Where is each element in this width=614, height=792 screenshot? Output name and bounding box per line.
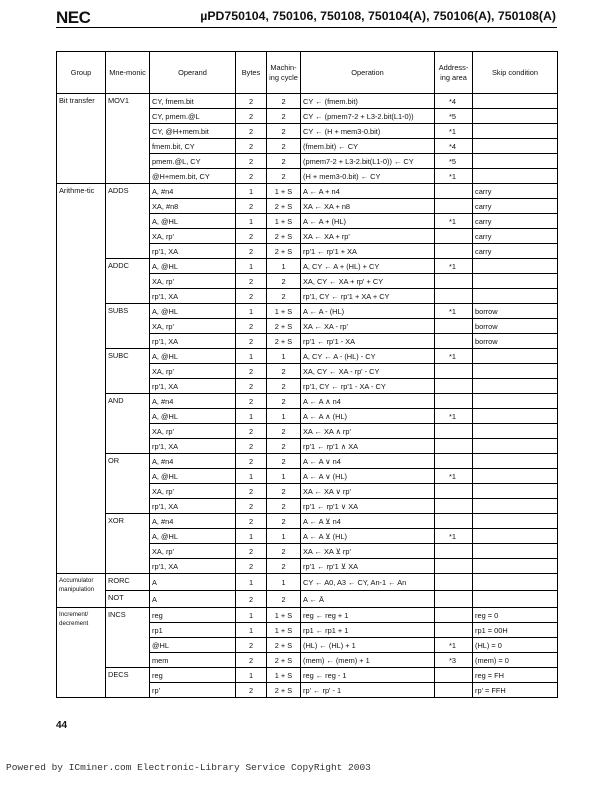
cycle-cell: 2 <box>267 499 301 514</box>
skip-cell <box>473 94 558 109</box>
addr-cell: *1 <box>435 638 473 653</box>
bytes-cell: 2 <box>236 109 267 124</box>
col-header: Operand <box>150 52 236 94</box>
operation-cell: XA ← XA - rp' <box>301 319 435 334</box>
operation-cell: A ← A ∨ (HL) <box>301 469 435 484</box>
addr-cell <box>435 623 473 638</box>
operand-cell: A, @HL <box>150 409 236 424</box>
operand-cell: rp'1, XA <box>150 244 236 259</box>
operand-cell: rp'1, XA <box>150 439 236 454</box>
operand-cell: pmem.@L, CY <box>150 154 236 169</box>
skip-cell <box>473 379 558 394</box>
cycle-cell: 1 + S <box>267 214 301 229</box>
bytes-cell: 2 <box>236 154 267 169</box>
mnemonic-cell: NOT <box>106 591 150 608</box>
skip-cell <box>473 591 558 608</box>
cycle-cell: 2 + S <box>267 244 301 259</box>
bytes-cell: 1 <box>236 469 267 484</box>
operand-cell: @H+mem.bit, CY <box>150 169 236 184</box>
document-title: µPD750104, 750106, 750108, 750104(A), 750106(A), 750108(A) <box>200 9 556 23</box>
cycle-cell: 2 <box>267 591 301 608</box>
bytes-cell: 1 <box>236 304 267 319</box>
operation-cell: rp'1 ← rp'1 + XA <box>301 244 435 259</box>
addr-cell: *1 <box>435 469 473 484</box>
addr-cell: *5 <box>435 154 473 169</box>
skip-cell: (HL) = 0 <box>473 638 558 653</box>
group-cell: Bit transfer <box>57 94 106 184</box>
bytes-cell: 2 <box>236 514 267 529</box>
cycle-cell: 1 <box>267 409 301 424</box>
operation-cell: XA ← XA + rp' <box>301 229 435 244</box>
table-body <box>57 94 558 698</box>
operand-cell: rp'1, XA <box>150 379 236 394</box>
bytes-cell: 2 <box>236 244 267 259</box>
col-header: Skip condition <box>473 52 558 94</box>
operation-cell: A ← A + n4 <box>301 184 435 199</box>
skip-cell <box>473 349 558 364</box>
mnemonic-cell: SUBC <box>106 349 150 394</box>
cycle-cell: 2 <box>267 169 301 184</box>
operation-cell: rp'1 ← rp'1 - XA <box>301 334 435 349</box>
col-header: Machin-ing cycle <box>267 52 301 94</box>
skip-cell <box>473 559 558 574</box>
skip-cell <box>473 259 558 274</box>
bytes-cell: 2 <box>236 94 267 109</box>
mnemonic-cell: DECS <box>106 668 150 698</box>
skip-cell: rp1 = 00H <box>473 623 558 638</box>
table-row <box>57 94 558 109</box>
skip-cell <box>473 544 558 559</box>
addr-cell <box>435 683 473 698</box>
operand-cell: reg <box>150 608 236 623</box>
skip-cell: carry <box>473 214 558 229</box>
cycle-cell: 2 + S <box>267 683 301 698</box>
bytes-cell: 2 <box>236 638 267 653</box>
table-row <box>57 668 558 683</box>
addr-cell <box>435 608 473 623</box>
bytes-cell: 2 <box>236 439 267 454</box>
bytes-cell: 1 <box>236 184 267 199</box>
col-header: Operation <box>301 52 435 94</box>
operand-cell: fmem.bit, CY <box>150 139 236 154</box>
skip-cell <box>473 139 558 154</box>
addr-cell: *4 <box>435 94 473 109</box>
operation-cell: CY ← A0, A3 ← CY, An-1 ← An <box>301 574 435 591</box>
cycle-cell: 1 + S <box>267 184 301 199</box>
bytes-cell: 2 <box>236 544 267 559</box>
cycle-cell: 2 + S <box>267 653 301 668</box>
addr-cell <box>435 319 473 334</box>
table-row <box>57 259 558 274</box>
operation-cell: rp'1 ← rp'1 ∧ XA <box>301 439 435 454</box>
col-header: Bytes <box>236 52 267 94</box>
table-row <box>57 304 558 319</box>
skip-cell <box>473 499 558 514</box>
addr-cell <box>435 484 473 499</box>
bytes-cell: 2 <box>236 683 267 698</box>
operation-cell: XA ← XA + n8 <box>301 199 435 214</box>
operation-cell: reg ← reg - 1 <box>301 668 435 683</box>
operation-cell: A, CY ← A - (HL) - CY <box>301 349 435 364</box>
addr-cell: *1 <box>435 214 473 229</box>
bytes-cell: 2 <box>236 653 267 668</box>
skip-cell <box>473 109 558 124</box>
cycle-cell: 2 + S <box>267 229 301 244</box>
cycle-cell: 2 + S <box>267 319 301 334</box>
operand-cell: A, #n4 <box>150 184 236 199</box>
bytes-cell: 2 <box>236 484 267 499</box>
skip-cell: carry <box>473 184 558 199</box>
operation-cell: A ← A - (HL) <box>301 304 435 319</box>
cycle-cell: 2 <box>267 139 301 154</box>
cycle-cell: 1 + S <box>267 668 301 683</box>
operation-cell: CY ← (pmem7-2 + L3-2.bit(L1-0)) <box>301 109 435 124</box>
group-cell: Arithme-tic <box>57 184 106 574</box>
skip-cell: carry <box>473 244 558 259</box>
addr-cell <box>435 334 473 349</box>
operation-cell: (mem) ← (mem) + 1 <box>301 653 435 668</box>
addr-cell <box>435 274 473 289</box>
cycle-cell: 2 <box>267 364 301 379</box>
addr-cell <box>435 364 473 379</box>
operation-cell: A ← A ∨ n4 <box>301 454 435 469</box>
operation-cell: A ← Ā <box>301 591 435 608</box>
skip-cell <box>473 154 558 169</box>
mnemonic-cell: OR <box>106 454 150 514</box>
table-row <box>57 349 558 364</box>
operation-cell: A ← A ∧ (HL) <box>301 409 435 424</box>
operand-cell: XA, rp' <box>150 544 236 559</box>
skip-cell <box>473 424 558 439</box>
col-header: Mne-monic <box>106 52 150 94</box>
mnemonic-cell: MOV1 <box>106 94 150 184</box>
bytes-cell: 2 <box>236 591 267 608</box>
operand-cell: XA, rp' <box>150 274 236 289</box>
cycle-cell: 1 <box>267 469 301 484</box>
bytes-cell: 2 <box>236 424 267 439</box>
operand-cell: @HL <box>150 638 236 653</box>
skip-cell <box>473 289 558 304</box>
bytes-cell: 2 <box>236 199 267 214</box>
operand-cell: A, @HL <box>150 259 236 274</box>
operand-cell: reg <box>150 668 236 683</box>
operand-cell: XA, rp' <box>150 229 236 244</box>
col-header: Group <box>57 52 106 94</box>
operation-cell: XA, CY ← XA - rp' - CY <box>301 364 435 379</box>
addr-cell: *1 <box>435 124 473 139</box>
operation-cell: (fmem.bit) ← CY <box>301 139 435 154</box>
table-row <box>57 591 558 608</box>
operation-cell: rp'1, CY ← rp'1 - XA - CY <box>301 379 435 394</box>
skip-cell <box>473 574 558 591</box>
header-rule <box>56 27 557 28</box>
operand-cell: rp'1, XA <box>150 334 236 349</box>
operation-cell: reg ← reg + 1 <box>301 608 435 623</box>
operand-cell: CY, fmem.bit <box>150 94 236 109</box>
skip-cell <box>473 274 558 289</box>
addr-cell <box>435 514 473 529</box>
cycle-cell: 2 <box>267 544 301 559</box>
table-row <box>57 454 558 469</box>
bytes-cell: 2 <box>236 229 267 244</box>
bytes-cell: 1 <box>236 529 267 544</box>
operand-cell: XA, rp' <box>150 424 236 439</box>
operand-cell: A <box>150 591 236 608</box>
skip-cell <box>473 364 558 379</box>
bytes-cell: 2 <box>236 559 267 574</box>
bytes-cell: 2 <box>236 289 267 304</box>
bytes-cell: 1 <box>236 608 267 623</box>
mnemonic-cell: AND <box>106 394 150 454</box>
cycle-cell: 1 + S <box>267 304 301 319</box>
addr-cell <box>435 244 473 259</box>
cycle-cell: 2 <box>267 124 301 139</box>
skip-cell <box>473 124 558 139</box>
operand-cell: A, @HL <box>150 349 236 364</box>
operation-cell: A, CY ← A + (HL) + CY <box>301 259 435 274</box>
table-row <box>57 608 558 623</box>
addr-cell <box>435 229 473 244</box>
cycle-cell: 1 <box>267 349 301 364</box>
addr-cell <box>435 379 473 394</box>
operand-cell: A <box>150 574 236 591</box>
cycle-cell: 2 + S <box>267 334 301 349</box>
addr-cell <box>435 454 473 469</box>
skip-cell <box>473 469 558 484</box>
bytes-cell: 2 <box>236 319 267 334</box>
operation-cell: rp'1 ← rp'1 ∨ XA <box>301 499 435 514</box>
footer-text: Powered by ICminer.com Electronic-Library Service CopyRight 2003 <box>6 762 371 773</box>
cycle-cell: 2 + S <box>267 638 301 653</box>
operation-cell: A ← A ⊻ (HL) <box>301 529 435 544</box>
cycle-cell: 1 <box>267 574 301 591</box>
addr-cell <box>435 289 473 304</box>
skip-cell: (mem) = 0 <box>473 653 558 668</box>
addr-cell <box>435 439 473 454</box>
operand-cell: A, @HL <box>150 304 236 319</box>
operation-cell: (H + mem3-0.bit) ← CY <box>301 169 435 184</box>
mnemonic-cell: SUBS <box>106 304 150 349</box>
skip-cell: reg = 0 <box>473 608 558 623</box>
operand-cell: rp'1, XA <box>150 289 236 304</box>
bytes-cell: 2 <box>236 139 267 154</box>
cycle-cell: 2 <box>267 154 301 169</box>
addr-cell <box>435 499 473 514</box>
operand-cell: mem <box>150 653 236 668</box>
skip-cell: carry <box>473 199 558 214</box>
operand-cell: rp'1, XA <box>150 559 236 574</box>
operation-cell: rp'1 ← rp'1 ⊻ XA <box>301 559 435 574</box>
table-row <box>57 574 558 591</box>
addr-cell <box>435 559 473 574</box>
operand-cell: XA, #n8 <box>150 199 236 214</box>
addr-cell: *1 <box>435 259 473 274</box>
bytes-cell: 1 <box>236 574 267 591</box>
table-header-row <box>57 52 558 94</box>
operand-cell: A, #n4 <box>150 454 236 469</box>
operation-cell: rp' ← rp' - 1 <box>301 683 435 698</box>
addr-cell <box>435 591 473 608</box>
addr-cell <box>435 394 473 409</box>
page-header <box>56 8 556 28</box>
cycle-cell: 1 + S <box>267 608 301 623</box>
bytes-cell: 2 <box>236 124 267 139</box>
addr-cell: *1 <box>435 409 473 424</box>
operation-cell: (HL) ← (HL) + 1 <box>301 638 435 653</box>
operand-cell: rp' <box>150 683 236 698</box>
operand-cell: A, #n4 <box>150 394 236 409</box>
mnemonic-cell: RORC <box>106 574 150 591</box>
operand-cell: rp1 <box>150 623 236 638</box>
operation-cell: A ← A + (HL) <box>301 214 435 229</box>
addr-cell: *1 <box>435 349 473 364</box>
mnemonic-cell: XOR <box>106 514 150 574</box>
addr-cell <box>435 574 473 591</box>
operation-cell: (pmem7-2 + L3-2.bit(L1-0)) ← CY <box>301 154 435 169</box>
cycle-cell: 1 <box>267 529 301 544</box>
cycle-cell: 2 <box>267 394 301 409</box>
operation-cell: A ← A ∧ n4 <box>301 394 435 409</box>
operand-cell: A, @HL <box>150 214 236 229</box>
cycle-cell: 2 <box>267 439 301 454</box>
addr-cell: *1 <box>435 304 473 319</box>
addr-cell <box>435 424 473 439</box>
operation-cell: XA ← XA ∨ rp' <box>301 484 435 499</box>
table-row <box>57 184 558 199</box>
addr-cell: *3 <box>435 653 473 668</box>
cycle-cell: 1 + S <box>267 623 301 638</box>
mnemonic-cell: ADDS <box>106 184 150 259</box>
cycle-cell: 2 + S <box>267 199 301 214</box>
cycle-cell: 2 <box>267 559 301 574</box>
bytes-cell: 1 <box>236 668 267 683</box>
addr-cell: *5 <box>435 109 473 124</box>
operand-cell: XA, rp' <box>150 484 236 499</box>
addr-cell <box>435 199 473 214</box>
cycle-cell: 2 <box>267 379 301 394</box>
mnemonic-cell: ADDC <box>106 259 150 304</box>
bytes-cell: 1 <box>236 349 267 364</box>
table-row <box>57 394 558 409</box>
bytes-cell: 2 <box>236 334 267 349</box>
operation-cell: XA ← XA ∧ rp' <box>301 424 435 439</box>
cycle-cell: 2 <box>267 424 301 439</box>
addr-cell <box>435 184 473 199</box>
skip-cell: borrow <box>473 319 558 334</box>
operation-cell: rp1 ← rp1 + 1 <box>301 623 435 638</box>
bytes-cell: 1 <box>236 259 267 274</box>
skip-cell <box>473 484 558 499</box>
bytes-cell: 2 <box>236 364 267 379</box>
operation-cell: CY ← (fmem.bit) <box>301 94 435 109</box>
addr-cell: *4 <box>435 139 473 154</box>
cycle-cell: 2 <box>267 484 301 499</box>
cycle-cell: 2 <box>267 274 301 289</box>
table-row <box>57 514 558 529</box>
skip-cell: rp' = FFH <box>473 683 558 698</box>
skip-cell <box>473 529 558 544</box>
nec-logo: NEC <box>56 8 91 27</box>
operand-cell: rp'1, XA <box>150 499 236 514</box>
cycle-cell: 2 <box>267 94 301 109</box>
addr-cell <box>435 668 473 683</box>
bytes-cell: 1 <box>236 409 267 424</box>
cycle-cell: 2 <box>267 289 301 304</box>
operation-cell: XA, CY ← XA + rp' + CY <box>301 274 435 289</box>
bytes-cell: 1 <box>236 214 267 229</box>
instruction-table <box>56 51 558 698</box>
skip-cell <box>473 409 558 424</box>
cycle-cell: 2 <box>267 454 301 469</box>
addr-cell <box>435 544 473 559</box>
operation-cell: XA ← XA ⊻ rp' <box>301 544 435 559</box>
bytes-cell: 1 <box>236 623 267 638</box>
col-header: Address-ing area <box>435 52 473 94</box>
addr-cell: *1 <box>435 169 473 184</box>
skip-cell <box>473 169 558 184</box>
bytes-cell: 2 <box>236 394 267 409</box>
skip-cell <box>473 439 558 454</box>
skip-cell: reg = FH <box>473 668 558 683</box>
cycle-cell: 2 <box>267 109 301 124</box>
bytes-cell: 2 <box>236 379 267 394</box>
skip-cell <box>473 394 558 409</box>
skip-cell <box>473 514 558 529</box>
operand-cell: A, @HL <box>150 529 236 544</box>
operand-cell: A, #n4 <box>150 514 236 529</box>
bytes-cell: 2 <box>236 499 267 514</box>
skip-cell: carry <box>473 229 558 244</box>
operand-cell: A, @HL <box>150 469 236 484</box>
skip-cell: borrow <box>473 304 558 319</box>
addr-cell: *1 <box>435 529 473 544</box>
operation-cell: rp'1, CY ← rp'1 + XA + CY <box>301 289 435 304</box>
cycle-cell: 1 <box>267 259 301 274</box>
group-cell: Accumulator manipulation <box>57 574 106 608</box>
operand-cell: XA, rp' <box>150 364 236 379</box>
bytes-cell: 2 <box>236 169 267 184</box>
skip-cell <box>473 454 558 469</box>
skip-cell: borrow <box>473 334 558 349</box>
operand-cell: CY, @H+mem.bit <box>150 124 236 139</box>
operation-cell: A ← A ⊻ n4 <box>301 514 435 529</box>
group-cell: Increment/ decrement <box>57 608 106 698</box>
operation-cell: CY ← (H + mem3-0.bit) <box>301 124 435 139</box>
bytes-cell: 2 <box>236 454 267 469</box>
page-number: 44 <box>56 720 68 731</box>
operand-cell: XA, rp' <box>150 319 236 334</box>
cycle-cell: 2 <box>267 514 301 529</box>
operand-cell: CY, pmem.@L <box>150 109 236 124</box>
mnemonic-cell: INCS <box>106 608 150 668</box>
bytes-cell: 2 <box>236 274 267 289</box>
